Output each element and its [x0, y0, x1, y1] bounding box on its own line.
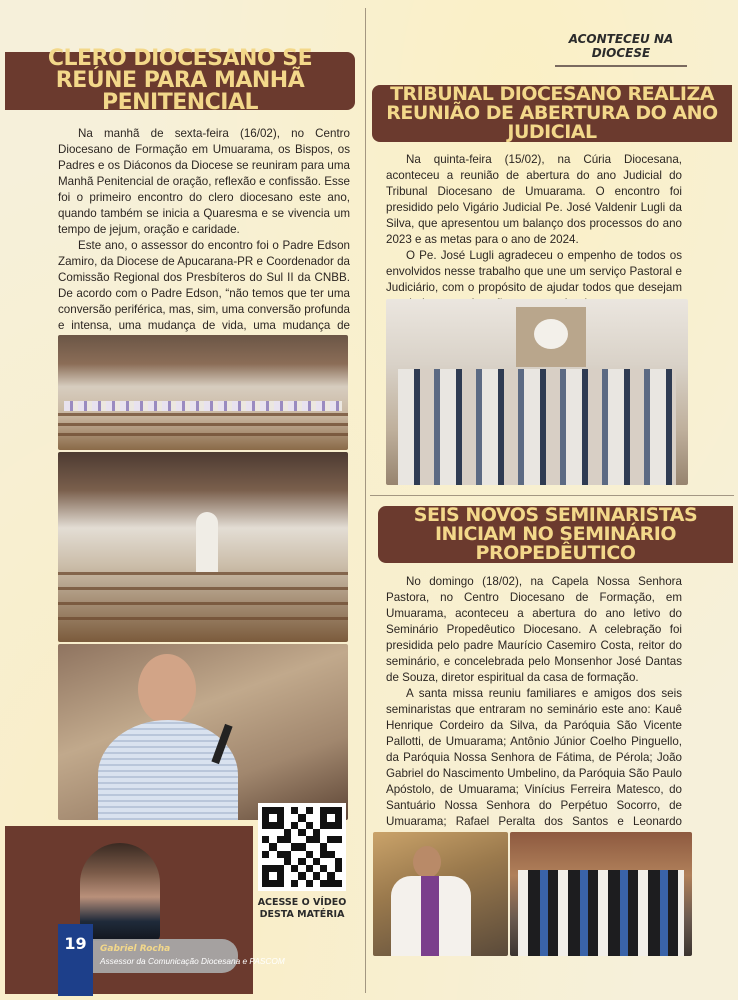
article3-paragraph: A santa missa reuniu familiares e amigos dos seis seminaristas que entraram no seminário este ano: Kauê Henrique Cordeiro da Silva, da Paróquia São Vicente Pallotti, de Umuarama; Antônio Júnior Coelho Pinguello, da Paróquia Nossa Senhora de Fátima, de Pérola; João Gabriel do Nascimento Umbelino, da Paróquia São Paulo Apóstolo, de Umuarama; Vinícius Ferreira Matesco, do Santuário Nossa Senhora do Perpétuo Socorro, de Umuarama; Rafael Peralta dos Santos e Leonardo: [386, 686, 682, 828]
purple-stole: [421, 876, 439, 956]
seminarians-row: [518, 870, 684, 956]
section-tag: ACONTECEU NA DIOCESE: [555, 33, 687, 67]
clergy-group: [64, 401, 342, 411]
section-divider: [370, 495, 734, 496]
article3-title: SEIS NOVOS SEMINARISTAS INICIAM NO SEMINÁRIO PROPEDÊUTICO: [378, 506, 733, 563]
article1-paragraph: Este ano, o assessor do encontro foi o Padre Edson Zamiro, da Diocese de Apucarana-PR e Coordenador da Comissão Regional dos Presbíteros do Sul II da CNBB. De acordo com o Padre Edson, “não temos que ter uma conversão periférica, mas, sim, uma conversão profunda e intensa, uma mudança de vida, uma mudança de: [58, 238, 350, 332]
article1-title: CLERO DIOCESANO SE REÚNE PARA MANHÃ PENITENCIAL: [5, 52, 355, 110]
article3-body: [386, 574, 682, 862]
pew-row: [58, 572, 348, 575]
article2-paragraph: Na quinta-feira (15/02), na Cúria Diocesana, aconteceu a reunião de abertura do ano Judicial do Tribunal Diocesano de Umuarama. O encontro foi presidido pelo Vigário Judicial Pe. José Valdenir Lugli da Silva, que apresentou um balanço dos processos do ano 2023 e as metas para o ano de 2024.: [386, 153, 682, 246]
dove-emblem: [534, 319, 568, 349]
seminarians-group-photo: [510, 832, 692, 956]
article1-paragraph: Na manhã de sexta-feira (16/02), no Centro Diocesano de Formação em Umuarama, os Bispos, os Padres e os Diáconos da Diocese se reuniram para uma Manhã Penitencial de oração, reflexão e confissão. Esse foi o primeiro encontro do clero diocesano este ano, quando também se inicia a Quaresma e se vivencia um tempo de jejum, oração e caridade.: [58, 127, 350, 236]
pew-row: [58, 617, 348, 620]
church-interior-photo: [58, 452, 348, 642]
article2-paragraph: O Pe. José Lugli agradeceu o empenho de todos os envolvidos nesse trabalho que une um serviço Pastoral e Judiciário, com o propósito de ajudar todos que desejam: [386, 248, 682, 294]
article2-title: TRIBUNAL DIOCESANO REALIZA REUNIÃO DE ABERTURA DO ANO JUDICIAL: [372, 85, 732, 142]
article2-body: [386, 152, 682, 312]
pew-row: [58, 602, 348, 605]
mass-celebrant-photo: [373, 832, 508, 956]
priest-head: [413, 846, 441, 878]
speaker-shirt: [98, 720, 238, 820]
speaker-head: [138, 654, 196, 724]
altar-doorway: [196, 512, 218, 572]
page-number: 19: [58, 924, 93, 996]
article1-body: [58, 126, 350, 350]
pew-row: [58, 423, 348, 426]
tribunal-group-photo: [386, 299, 688, 485]
qr-caption: ACESSE O VÍDEO DESTA MATÉRIA: [257, 897, 347, 920]
column-divider: [365, 8, 366, 993]
article3-paragraph: No domingo (18/02), na Capela Nossa Senhora Pastora, no Centro Diocesano de Formação, em Umuarama, aconteceu a abertura do ano letivo do Seminário Propedêutico Diocesano. A celebração foi presidida pelo padre Maurício Casemiro Costa, reitor do seminário, e concelebrada pelo Monsenhor José Dantas de Souza, diretor espiritual da casa de formação.: [386, 575, 682, 684]
group-of-people: [398, 369, 676, 485]
pew-row: [58, 413, 348, 416]
pew-row: [58, 587, 348, 590]
church-assembly-photo: [58, 335, 348, 450]
pew-row: [58, 433, 348, 436]
qr-code[interactable]: [258, 803, 346, 891]
author-name: Gabriel Rocha: [100, 944, 171, 954]
author-role: Assessor da Comunicação Diocesana e PASCOM: [100, 956, 285, 966]
speaker-photo: [58, 644, 348, 820]
